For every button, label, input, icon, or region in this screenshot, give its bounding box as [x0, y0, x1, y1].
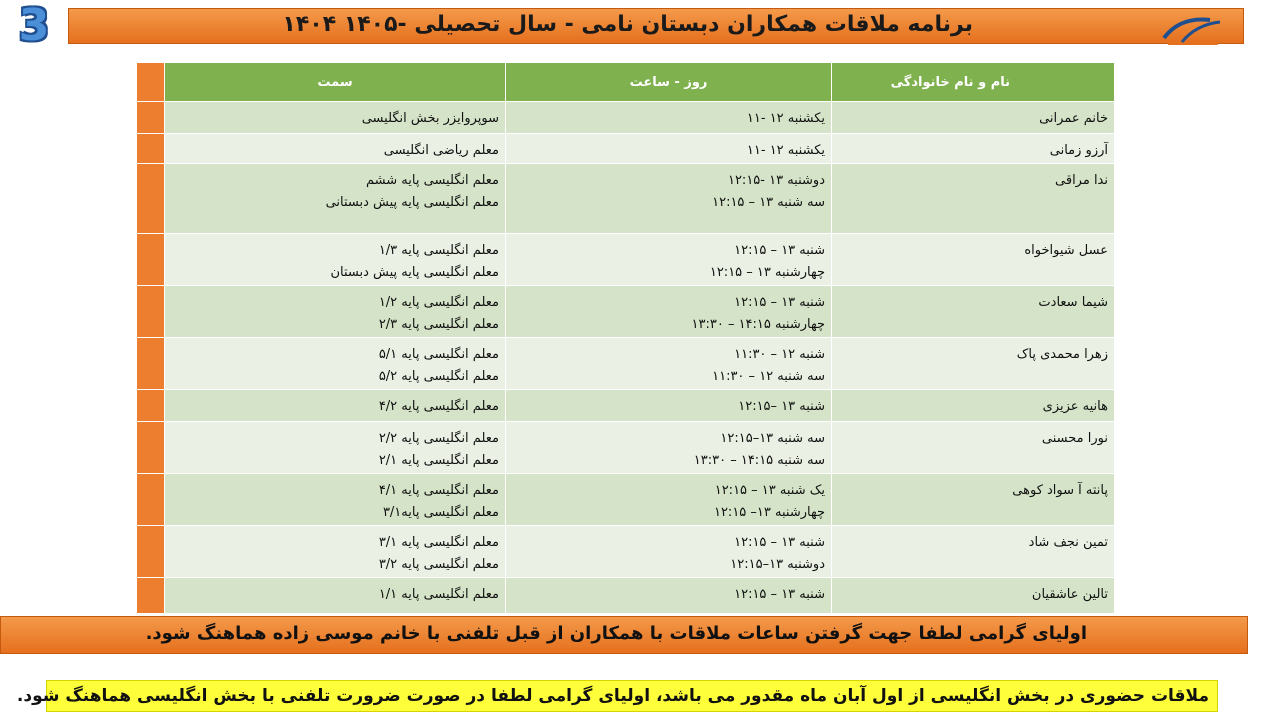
table-row	[137, 134, 1115, 164]
cell-name	[832, 390, 1115, 422]
role-text: معلم انگلیسی پایه پیش دبستانی	[325, 195, 499, 210]
cell-time	[506, 338, 832, 390]
time-text: دوشنبه ۱۳–۱۲:۱۵	[730, 557, 825, 572]
time-text: شنبه ۱۳ – ۱۲:۱۵	[734, 243, 825, 258]
cell-time	[506, 286, 832, 338]
role-text: معلم انگلیسی پایه ۱/۱	[378, 587, 499, 602]
row-marker	[137, 474, 165, 526]
cell-role	[165, 422, 506, 474]
cell-role	[165, 164, 506, 234]
cell-time	[506, 134, 832, 164]
role-text: معلم انگلیسی پایه ۴/۲	[378, 399, 499, 414]
cell-name	[832, 164, 1115, 234]
time-text: چهارشنبه ۱۳– ۱۲:۱۵	[713, 505, 825, 520]
time-text: یکشنبه ۱۲ -۱۱	[746, 111, 825, 126]
row-marker	[137, 102, 165, 134]
cell-role	[165, 234, 506, 286]
time-text: شنبه ۱۲ – ۱۱:۳۰	[734, 347, 825, 362]
cell-role	[165, 578, 506, 614]
cell-role	[165, 474, 506, 526]
header-time: روز - ساعت	[506, 63, 832, 102]
row-marker	[137, 234, 165, 286]
row-marker	[137, 164, 165, 234]
role-text: معلم انگلیسی پایه ۱/۳	[378, 243, 499, 258]
cell-time	[506, 102, 832, 134]
table-row	[137, 390, 1115, 422]
time-text: چهارشنبه ۱۳ – ۱۲:۱۵	[709, 265, 825, 280]
role-text: معلم ریاضی انگلیسی	[383, 143, 499, 158]
cell-name	[832, 338, 1115, 390]
name-text: پانته آ سواد کوهی	[1012, 483, 1108, 498]
cell-time	[506, 164, 832, 234]
cell-name	[832, 422, 1115, 474]
name-text: شیما سعادت	[1038, 295, 1108, 310]
time-text: شنبه ۱۳ – ۱۲:۱۵	[734, 587, 825, 602]
school-logo-icon	[1160, 14, 1226, 46]
note-text: ملاقات حضوری در بخش انگلیسی از اول آبان ماه مقدور می باشد، اولیای گرامی لطفا در صورت ضرورت تلفنی با بخش انگلیسی هماهنگ شود.	[16, 686, 1209, 706]
cell-role	[165, 390, 506, 422]
table-row	[137, 578, 1115, 614]
row-marker	[137, 338, 165, 390]
role-text: معلم انگلیسی پایه ششم	[366, 173, 499, 188]
cell-name	[832, 234, 1115, 286]
header-name: نام و نام خانوادگی	[832, 63, 1115, 102]
note-bar	[16, 680, 1218, 712]
cell-time	[506, 234, 832, 286]
header-role: سمت	[165, 63, 506, 102]
table-row	[137, 102, 1115, 134]
cell-name	[832, 526, 1115, 578]
cell-name	[832, 578, 1115, 614]
table-row	[137, 474, 1115, 526]
cell-time	[506, 578, 832, 614]
cell-name	[832, 102, 1115, 134]
row-marker	[137, 422, 165, 474]
role-text: معلم انگلیسی پایه ۱/۲	[378, 295, 499, 310]
role-text: معلم انگلیسی پایه پیش دبستان	[330, 265, 499, 280]
cell-time	[506, 526, 832, 578]
time-text: شنبه ۱۳ –۱۲:۱۵	[738, 399, 825, 414]
time-text: سه شنبه ۱۳–۱۲:۱۵	[720, 431, 825, 446]
name-text: تمین نجف شاد	[1028, 535, 1108, 550]
time-text: شنبه ۱۳ – ۱۲:۱۵	[734, 295, 825, 310]
role-text: سوپروایزر بخش انگلیسی	[361, 111, 499, 126]
cell-role	[165, 526, 506, 578]
time-text: شنبه ۱۳ – ۱۲:۱۵	[734, 535, 825, 550]
name-text: آرزو زمانی	[1049, 143, 1108, 158]
role-text: معلم انگلیسی پایه ۵/۲	[378, 369, 499, 384]
table-row	[137, 422, 1115, 474]
cell-role	[165, 102, 506, 134]
table-row	[137, 164, 1115, 234]
time-text: سه شنبه ۱۲ – ۱۱:۳۰	[712, 369, 825, 384]
row-marker	[137, 526, 165, 578]
table-row	[137, 526, 1115, 578]
time-text: دوشنبه ۱۳ -۱۲:۱۵	[727, 173, 825, 188]
role-text: معلم انگلیسی پایه ۳/۱	[378, 535, 499, 550]
role-text: معلم انگلیسی پایه ۲/۲	[378, 431, 499, 446]
time-text: سه شنبه ۱۳ – ۱۲:۱۵	[712, 195, 825, 210]
table-row	[137, 338, 1115, 390]
schedule-table	[136, 62, 1114, 616]
time-text: سه شنبه ۱۴:۱۵ – ۱۳:۳۰	[693, 453, 825, 468]
cell-role	[165, 134, 506, 164]
cell-time	[506, 474, 832, 526]
cell-time	[506, 422, 832, 474]
table-row	[137, 286, 1115, 338]
slide-number: 3	[18, 0, 50, 51]
name-text: هانیه عزیزی	[1042, 399, 1108, 414]
row-marker	[137, 63, 165, 102]
role-text: معلم انگلیسی پایه ۳/۲	[378, 557, 499, 572]
title-bar	[68, 8, 1244, 44]
table-header-row	[137, 63, 1115, 102]
name-text: عسل شیواخواه	[1024, 243, 1108, 258]
cell-name	[832, 134, 1115, 164]
row-marker	[137, 578, 165, 614]
name-text: خانم عمرانی	[1039, 111, 1108, 126]
notice-text: اولیای گرامی لطفا جهت گرفتن ساعات ملاقات با همکاران از قبل تلفنی با خانم موسی زاده هماهنگ شود.	[145, 623, 1087, 644]
notice-bar	[0, 616, 1248, 654]
name-text: ندا مراقی	[1055, 173, 1108, 188]
name-text: نورا محسنی	[1041, 431, 1108, 446]
cell-name	[832, 286, 1115, 338]
row-marker	[137, 390, 165, 422]
role-text: معلم انگلیسی پایه ۵/۱	[378, 347, 499, 362]
row-marker	[137, 286, 165, 338]
role-text: معلم انگلیسی پایه ۲/۱	[378, 453, 499, 468]
cell-role	[165, 338, 506, 390]
cell-time	[506, 390, 832, 422]
time-text: چهارشنبه ۱۴:۱۵ – ۱۳:۳۰	[691, 317, 825, 332]
role-text: معلم انگلیسی پایه۳/۱	[382, 505, 499, 520]
role-text: معلم انگلیسی پایه ۲/۳	[378, 317, 499, 332]
page-title: برنامه ملاقات همکاران دبستان نامی - سال تحصیلی -۱۴۰۵ ۱۴۰۴	[282, 12, 973, 37]
cell-role	[165, 286, 506, 338]
time-text: یک شنبه ۱۳ – ۱۲:۱۵	[714, 483, 825, 498]
role-text: معلم انگلیسی پایه ۴/۱	[378, 483, 499, 498]
name-text: زهرا محمدی پاک	[1016, 347, 1108, 362]
cell-name	[832, 474, 1115, 526]
row-marker	[137, 134, 165, 164]
time-text: یکشنبه ۱۲ -۱۱	[746, 143, 825, 158]
name-text: تالین عاشقیان	[1031, 587, 1108, 602]
table-row	[137, 234, 1115, 286]
